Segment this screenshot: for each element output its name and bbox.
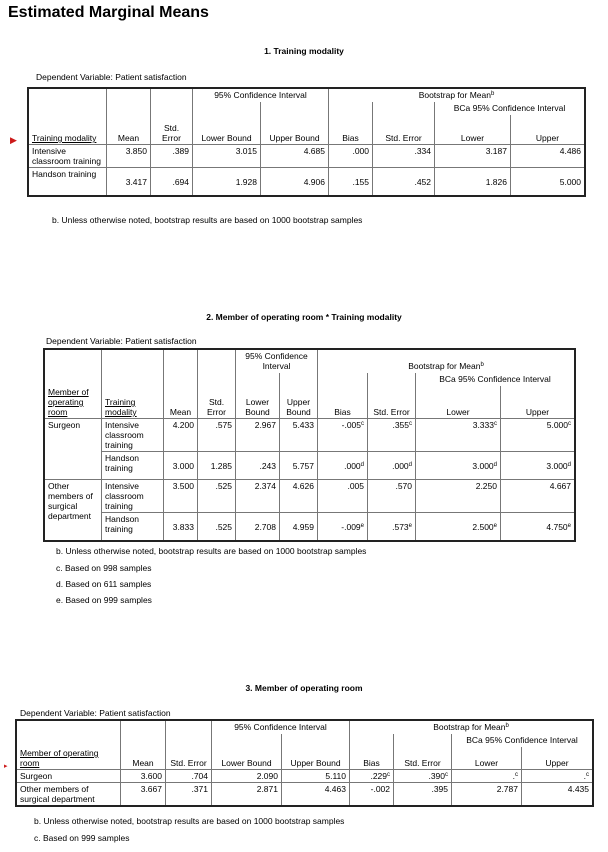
table1-bca-group-header: BCa 95% Confidence Interval [435, 102, 585, 115]
table1-boot-std-error-header: Std. Error [373, 115, 435, 145]
table2-note-b: b. Unless otherwise noted, bootstrap results are based on 1000 bootstrap samples [56, 546, 367, 556]
table2-factor1-header: Member of operating room [48, 387, 89, 417]
table1-bootstrap-group-header: Bootstrap for Mean$^b$ [329, 89, 585, 102]
page-heading: Estimated Marginal Means [8, 4, 209, 21]
table1-title: 1. Training modality [264, 46, 344, 56]
table2 [44, 349, 575, 541]
table3-bca-group-header: BCa 95% Confidence Interval [452, 734, 593, 747]
table2-note-c: c. Based on 998 samples [56, 563, 152, 573]
table1 [28, 88, 585, 196]
table3-bootstrap-group-header: Bootstrap for Mean$^b$ [350, 721, 593, 734]
table2-note-d: d. Based on 611 samples [56, 579, 152, 589]
table2-bca-upper-header: Upper [501, 386, 575, 419]
table1-dependent-variable: Dependent Variable: Patient satisfaction [36, 72, 187, 82]
table-row: Handson training 3.417 .694 1.928 4.906 .155 .452 1.826 5.000 [29, 168, 585, 196]
table1-bca-upper-header: Upper [511, 115, 585, 145]
table2-factor2-header: Training modality [105, 397, 137, 417]
table3-ci-group-header: 95% Confidence Interval [212, 721, 350, 734]
table2-std-error-header: Std. Error [198, 386, 236, 419]
table2-bca-group-header: BCa 95% Confidence Interval [416, 373, 575, 386]
table2-ci-group-header: 95% Confidence Interval [236, 350, 318, 373]
table2-upper-bound-header: Upper Bound [280, 386, 318, 419]
table3-mean-header: Mean [121, 747, 166, 770]
table1-note-b: b. Unless otherwise noted, bootstrap results are based on 1000 bootstrap samples [52, 215, 363, 225]
table3-title: 3. Member of operating room [245, 683, 363, 693]
table1-bca-lower-header: Lower [435, 115, 511, 145]
row-marker-arrow-icon: ▸ [4, 763, 8, 770]
table2-note-e: e. Based on 999 samples [56, 595, 152, 605]
table3 [16, 720, 593, 806]
table2-lower-bound-header: Lower Bound [236, 386, 280, 419]
table3-boot-std-error-header: Std. Error [394, 747, 452, 770]
group-label: Other members of surgical department [45, 480, 102, 541]
table-row: Handson training 3.000 1.285 .243 5.757 .000$^d$ .000$^d$ 3.000$^d$ 3.000$^d$ [45, 452, 575, 480]
table3-bias-header: Bias [350, 747, 394, 770]
group-label: Surgeon [45, 419, 102, 480]
table3-lower-bound-header: Lower Bound [212, 747, 282, 770]
table3-factor-header: Member of operating room [20, 748, 99, 768]
table2-boot-std-error-header: Std. Error [368, 386, 416, 419]
table2-title: 2. Member of operating room * Training modality [206, 312, 402, 322]
table2-bias-header: Bias [318, 386, 368, 419]
table3-note-b: b. Unless otherwise noted, bootstrap results are based on 1000 bootstrap samples [34, 816, 345, 826]
table2-bootstrap-group-header: Bootstrap for Mean$^b$ [318, 350, 575, 373]
table3-dependent-variable: Dependent Variable: Patient satisfaction [20, 708, 171, 718]
table-row: Surgeon Intensive classroom training 4.200 .575 2.967 5.433 -.005$^c$ .355$^c$ 3.333$^c$ 5.000$^c$ [45, 419, 575, 452]
table-row: Surgeon 3.600 .704 2.090 5.110 .229$^c$ .390$^c$ .$^c$ .$^c$ [17, 770, 593, 783]
table1-std-error-header: Std. Error [151, 115, 193, 145]
table-row: Handson training 3.833 .525 2.708 4.959 -.009e .573e 2.500e 4.750e [45, 513, 575, 541]
table1-factor-header: Training modality [32, 133, 97, 143]
table3-bca-lower-header: Lower [452, 747, 522, 770]
table-row: Other members of surgical department Intensive classroom training 3.500 .525 2.374 4.626 .005 .570 2.250 4.667 [45, 480, 575, 513]
table1-lower-bound-header: Lower Bound [193, 115, 261, 145]
table-row: Other members of surgical department 3.667 .371 2.871 4.463 -.002 .395 2.787 4.435 [17, 783, 593, 806]
table-row: Intensive classroom training 3.850 .389 3.015 4.685 .000 .334 3.187 4.486 [29, 145, 585, 168]
table1-ci-group-header: 95% Confidence Interval [193, 89, 329, 102]
table2-dependent-variable: Dependent Variable: Patient satisfaction [46, 336, 197, 346]
table1-upper-bound-header: Upper Bound [261, 115, 329, 145]
table3-note-c: c. Based on 999 samples [34, 833, 130, 843]
table1-bias-header: Bias [329, 115, 373, 145]
table3-upper-bound-header: Upper Bound [282, 747, 350, 770]
table1-mean-header: Mean [107, 115, 151, 145]
table2-bca-lower-header: Lower [416, 386, 501, 419]
table2-mean-header: Mean [164, 386, 198, 419]
row-marker-arrow-icon: ▶ [10, 135, 17, 145]
table3-bca-upper-header: Upper [522, 747, 593, 770]
table3-std-error-header: Std. Error [166, 747, 212, 770]
